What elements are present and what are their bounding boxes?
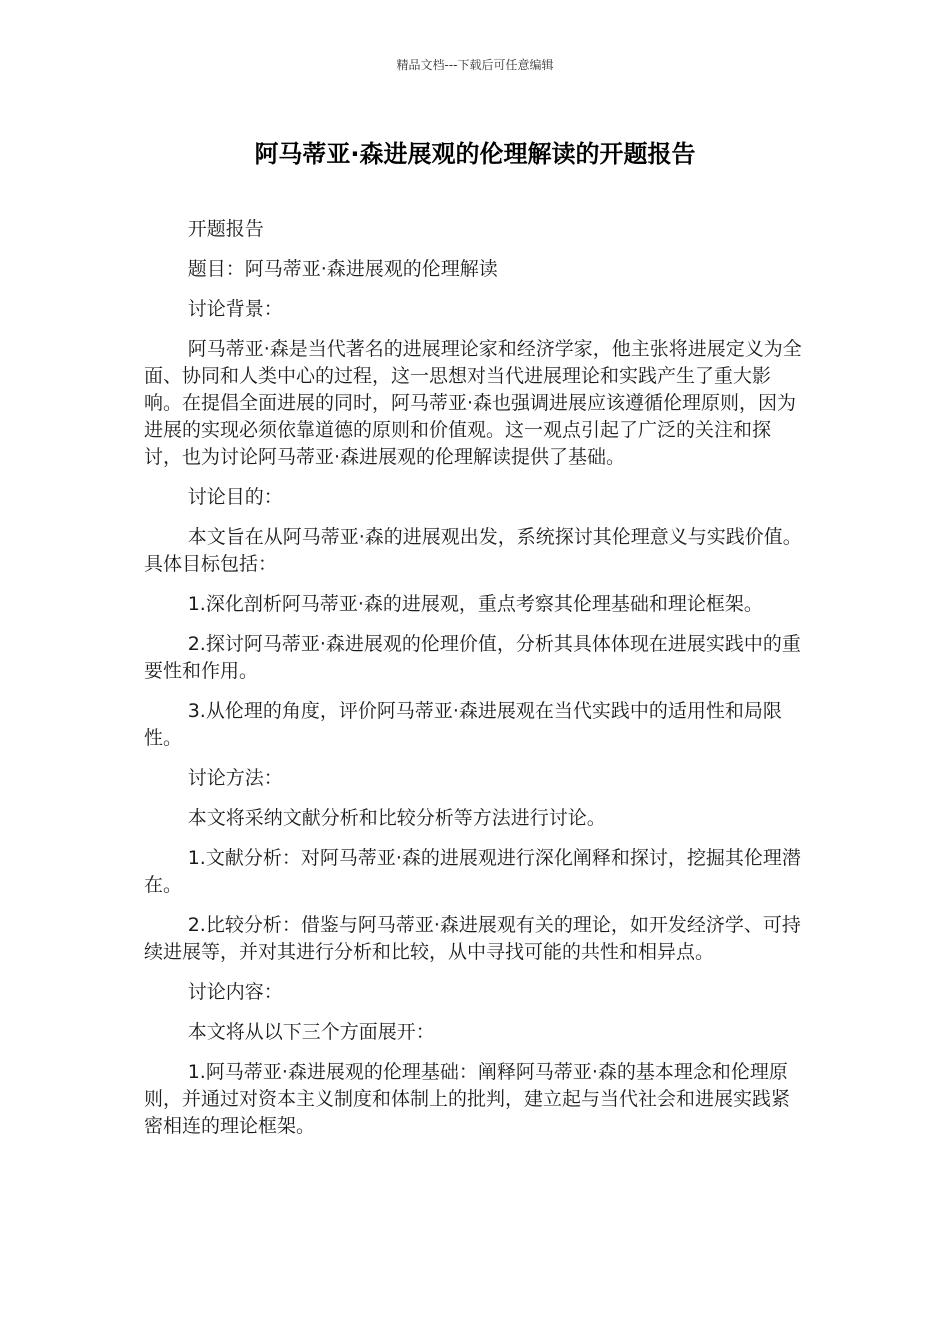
section-label-report: 开题报告 [187,218,264,240]
document-body [144,216,808,1153]
purpose-item-1: 1.深化剖析阿马蒂亚·森的进展观，重点考察其伦理基础和理论框架。 [187,593,763,615]
method-item-1: 1.文献分析：对阿马蒂亚·森的进展观进行深化阐释和探讨，挖掘其伦理潜在。 [144,847,801,896]
heading-method: 讨论方法： [187,767,283,789]
purpose-item-3: 3.从伦理的角度，评价阿马蒂亚·森进展观在当代实践中的适用性和局限性。 [144,700,782,749]
heading-background: 讨论背景： [187,298,283,320]
content-item-1: 1.阿马蒂亚·森进展观的伦理基础：阐释阿马蒂亚·森的基本理念和伦理原则，并通过对资本主义制度和体制上的批判，建立起与当代社会和进展实践紧密相连的理论框架。 [144,1061,791,1137]
heading-purpose: 讨论目的： [187,486,283,508]
heading-content: 讨论内容： [187,981,283,1003]
purpose-item-2: 2.探讨阿马蒂亚·森进展观的伦理价值，分析其具体体现在进展实践中的重要性和作用。 [144,633,801,682]
page-header: 精品文档---下载后可任意编辑 [396,58,554,72]
topic-line: 题目：阿马蒂亚·森进展观的伦理解读 [187,258,498,280]
purpose-paragraph: 本文旨在从阿马蒂亚·森的进展观出发，系统探讨其伦理意义与实践价值。具体目标包括： [144,526,802,575]
method-paragraph: 本文将采纳文献分析和比较分析等方法进行讨论。 [187,807,606,829]
background-paragraph: 阿马蒂亚·森是当代著名的进展理论家和经济学家，他主张将进展定义为全面、协同和人类中心的过程，这一思想对当代进展理论和实践产生了重大影响。在提倡全面进展的同时，阿马蒂亚·森也强调进展应该遵循伦理原则，因为进展的实现必须依靠道德的原则和价值观。这一观点引起了广泛的关注和探讨，也为讨论阿马蒂亚·森进展观的伦理解读提供了基础。 [144,338,802,468]
document-title: 阿马蒂亚·森进展观的伦理解读的开题报告 [254,140,696,168]
content-paragraph: 本文将从以下三个方面展开： [187,1021,435,1043]
method-item-2: 2.比较分析：借鉴与阿马蒂亚·森进展观有关的理论，如开发经济学、可持续进展等，并对其进行分析和比较，从中寻找可能的共性和相异点。 [144,914,801,963]
